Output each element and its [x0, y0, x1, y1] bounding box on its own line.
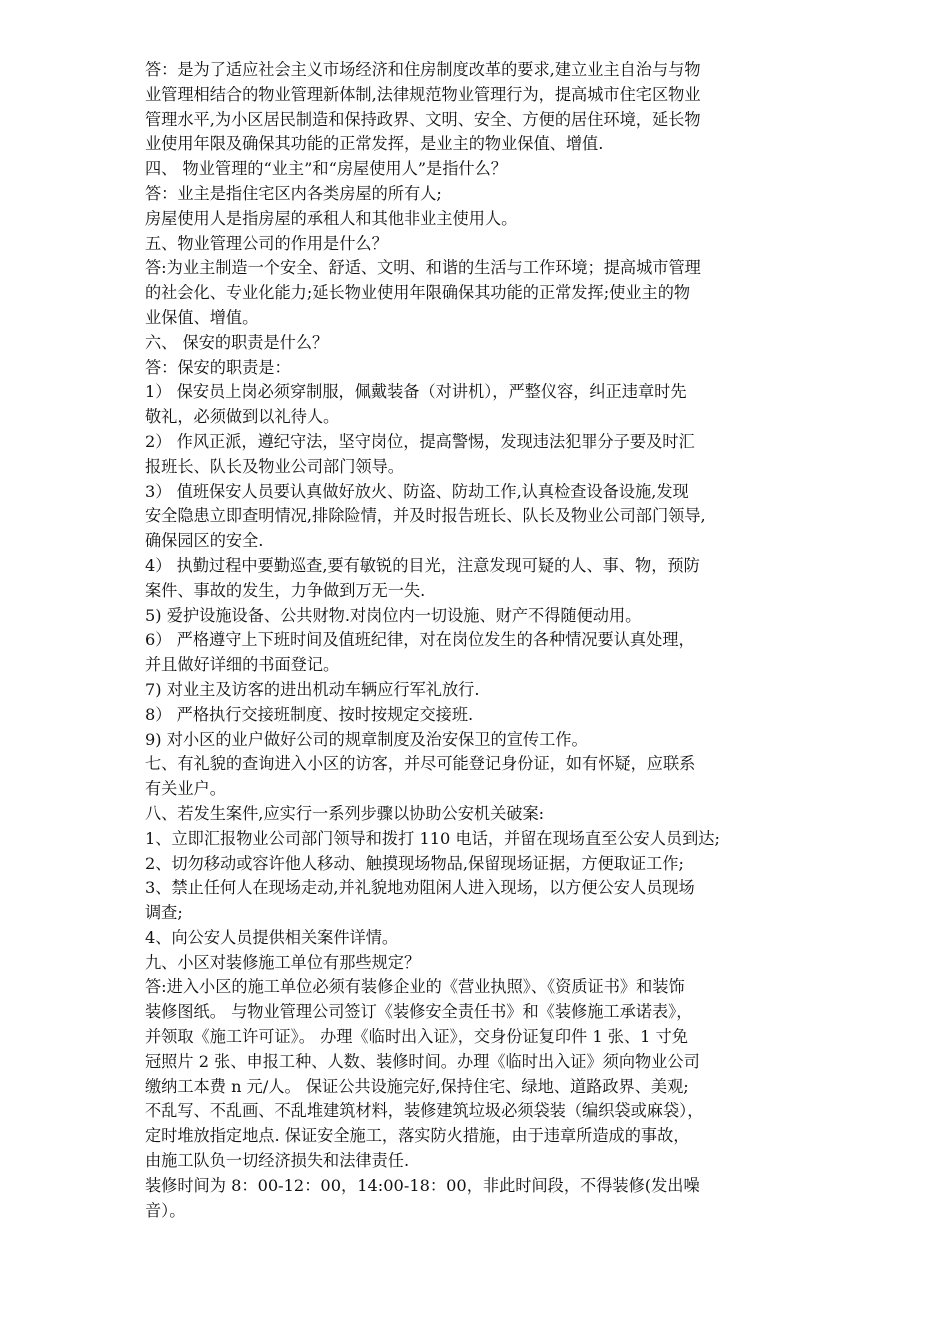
text-line: 确保园区的安全.: [145, 531, 264, 551]
text-line: 答:进入小区的施工单位必须有装修企业的《营业执照》、《资质证书》和装饰: [145, 977, 685, 997]
section-heading: 五、物业管理公司的作用是什么？: [145, 233, 388, 253]
list-item: 4、向公安人员提供相关案件详情。: [145, 927, 399, 947]
list-item: 1） 保安员上岗必须穿制服，佩戴装备（对讲机），严整仪容，纠正违章时先: [145, 382, 687, 402]
text-line: 并领取《施工许可证》。 办理《临时出入证》，交身份证复印件 1 张、1 寸免: [145, 1027, 688, 1047]
list-item: 6） 严格遵守上下班时间及值班纪律，对在岗位发生的各种情况要认真处理，: [145, 630, 695, 650]
text-line: 有关业户。: [145, 779, 226, 799]
text-line: 答：是为了适应社会主义市场经济和住房制度改革的要求,建立业主自治与与物: [145, 60, 701, 79]
text-line: 缴纳工本费 n 元/人。 保证公共设施完好,保持住宅、绿地、道路政界、美观;: [145, 1076, 689, 1096]
text-line: 调查;: [145, 903, 183, 923]
section-heading: 八、若发生案件,应实行一系列步骤以协助公安机关破案:: [145, 803, 545, 823]
list-item: 2、切勿移动或容许他人移动、触摸现场物品,保留现场证据，方便取证工作;: [145, 853, 684, 873]
text-line: 定时堆放指定地点. 保证安全施工，落实防火措施，由于违章所造成的事故，: [145, 1126, 690, 1146]
text-line: 装修图纸。 与物业管理公司签订《装修安全责任书》和《装修施工承诺表》，: [145, 1002, 693, 1022]
text-line: 敬礼，必须做到以礼待人。: [145, 407, 340, 427]
text-line: 业保值、增值。: [145, 307, 259, 327]
text-line: 由施工队负一切经济损失和法律责任.: [145, 1151, 410, 1171]
text-line: 不乱写、不乱画、不乱堆建筑材料，装修建筑垃圾必须袋装（编织袋或麻袋），: [145, 1101, 704, 1121]
section-heading: 四、 物业管理的“业主”和“房屋使用人”是指什么？: [145, 159, 507, 179]
list-item: 7) 对业主及访客的进出机动车辆应行军礼放行.: [145, 679, 480, 699]
list-item: 4） 执勤过程中要勤巡查,要有敏锐的目光，注意发现可疑的人、事、物，预防: [145, 555, 700, 575]
text-line: 安全隐患立即查明情况,排除险情，并及时报告班长、队长及物业公司部门领导,: [145, 506, 706, 526]
list-item: 2） 作风正派，遵纪守法，坚守岗位，提高警惕，发现违法犯罪分子要及时汇: [145, 431, 695, 451]
text-line: 答：保安的职责是：: [145, 357, 291, 377]
list-item: 5) 爱护设施设备、公共财物.对岗位内一切设施、财产不得随便动用。: [145, 605, 642, 625]
text-line: 的社会化、专业化能力;延长物业使用年限确保其功能的正常发挥;使业主的物: [145, 283, 691, 303]
text-line: 冠照片 2 张、申报工种、人数、装修时间。办理《临时出入证》须向物业公司: [145, 1051, 700, 1071]
document-body: [145, 58, 817, 1223]
text-line: 业使用年限及确保其功能的正常发挥，是业主的物业保值、增值.: [145, 134, 604, 154]
text-line: 管理水平,为小区居民制造和保持政界、文明、安全、方便的居住环境，延长物: [145, 109, 701, 129]
section-heading: 六、 保安的职责是什么？: [145, 332, 329, 352]
list-item: 9) 对小区的业户做好公司的规章制度及治安保卫的宣传工作。: [145, 729, 588, 749]
text-line: 案件、事故的发生，力争做到万无一失.: [145, 580, 426, 600]
text-line: 装修时间为 8：00-12：00，14:00-18：00，非此时间段，不得装修(发出噪: [145, 1175, 700, 1195]
text-line: 音）。: [145, 1200, 186, 1220]
text-line: 房屋使用人是指房屋的承租人和其他非业主使用人。: [145, 208, 518, 228]
section-heading: 七、有礼貌的查询进入小区的访客，并尽可能登记身份证，如有怀疑，应联系: [145, 754, 696, 774]
text-line: 答:为业主制造一个安全、舒适、文明、和谐的生活与工作环境；提高城市管理: [145, 258, 701, 278]
list-item: 1、立即汇报物业公司部门领导和拨打 110 电话，并留在现场直至公安人员到达;: [145, 828, 720, 848]
text-line: 并且做好详细的书面登记。: [145, 655, 340, 675]
list-item: 8） 严格执行交接班制度、按时按规定交接班.: [145, 704, 474, 724]
text-line: 业管理相结合的物业管理新体制,法律规范物业管理行为，提高城市住宅区物业: [145, 84, 701, 104]
text-line: 报班长、队长及物业公司部门领导。: [145, 456, 404, 476]
list-item: 3、禁止任何人在现场走动,并礼貌地劝阻闲人进入现场，以方便公安人员现场: [145, 878, 695, 898]
section-heading: 九、小区对装修施工单位有那些规定？: [145, 952, 421, 972]
list-item: 3） 值班保安人员要认真做好放火、防盗、防劫工作,认真检查设备设施,发现: [145, 481, 689, 501]
text-line: 答：业主是指住宅区内各类房屋的所有人;: [145, 183, 442, 203]
